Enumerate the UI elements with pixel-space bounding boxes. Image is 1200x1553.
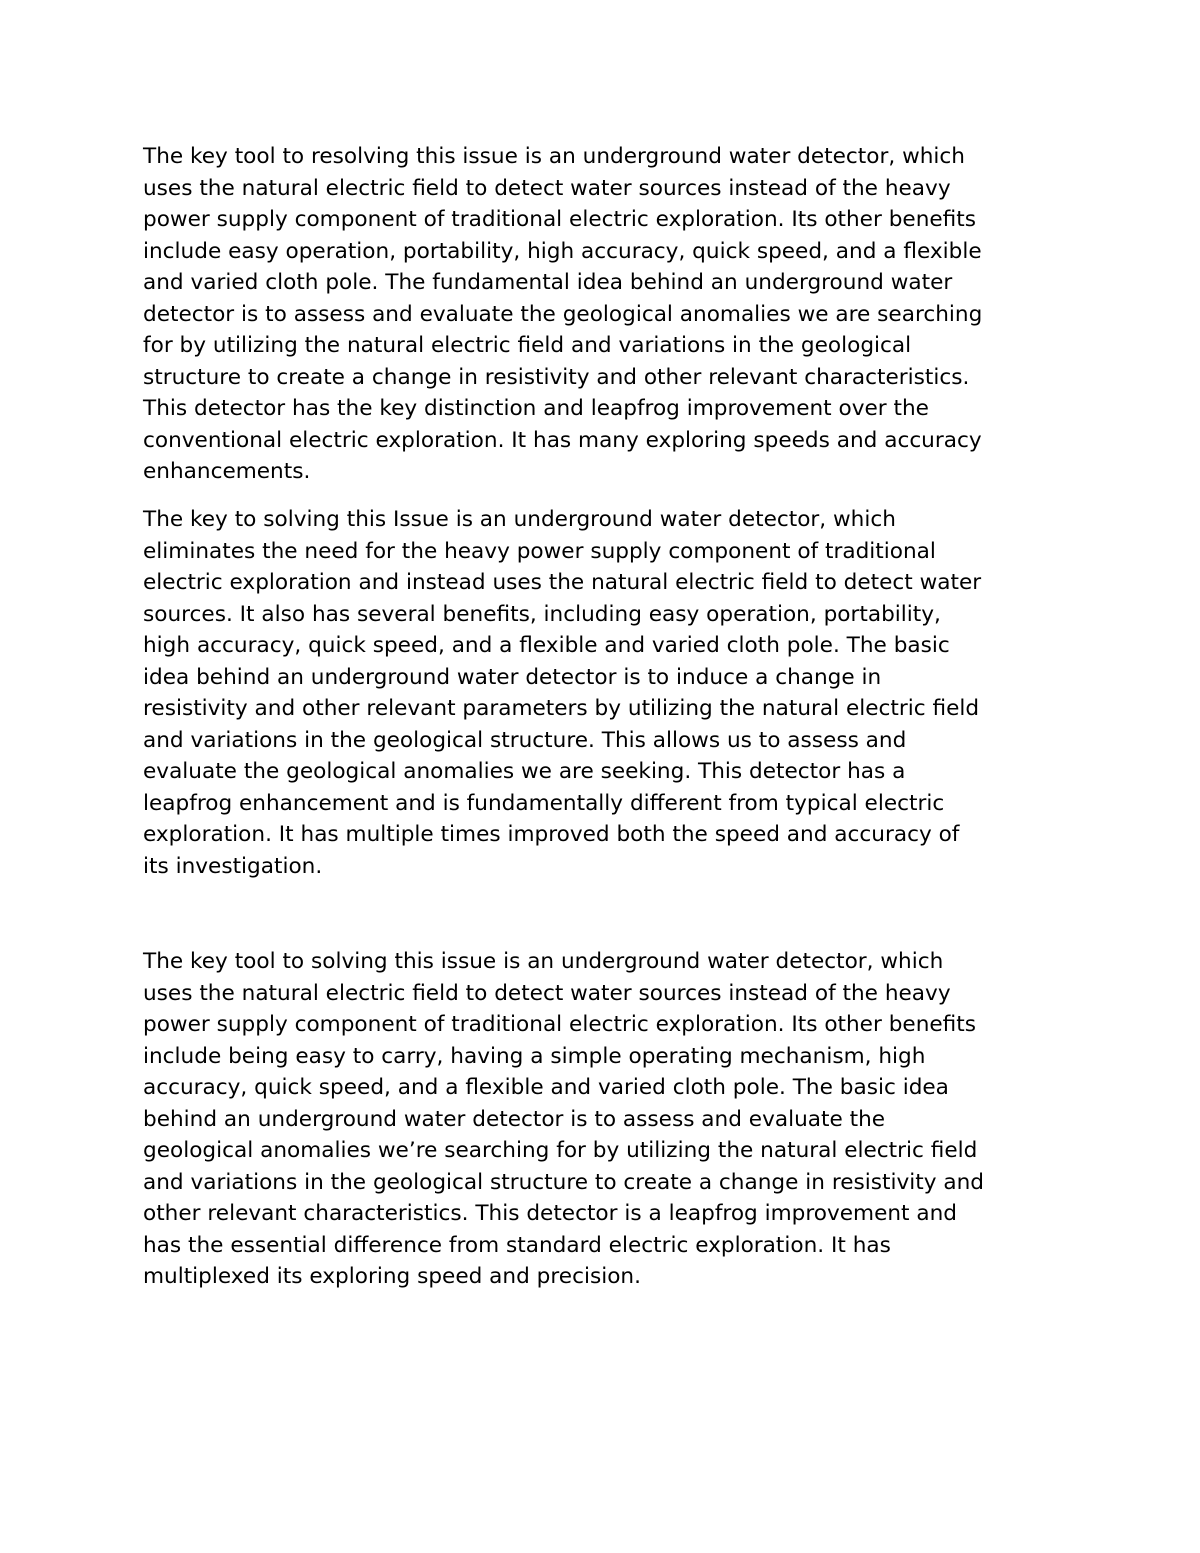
text-line: electric exploration and instead uses the natural electric field to detect water [143,570,982,595]
text-line: resistivity and other relevant parameters by utilizing the natural electric field [143,696,980,721]
text-line: for by utilizing the natural electric field and variations in the geological [143,333,912,358]
paragraph-2 [143,504,1078,882]
text-line: and varied cloth pole. The fundamental idea behind an underground water [143,270,953,295]
text-line: and variations in the geological structure. This allows us to assess and [143,727,907,753]
text-line: evaluate the geological anomalies we are seeking. This detector has a [143,759,906,784]
text-line: exploration. It has multiple times improved both the speed and accuracy of [143,822,960,847]
text-line: power supply component of traditional electric exploration. Its other benefits [143,207,976,232]
text-line: multiplexed its exploring speed and precision. [143,1264,641,1289]
text-line: The key tool to solving this issue is an underground water detector, which [143,949,944,974]
paragraph-1 [143,141,1078,488]
text-line: sources. It also has several benefits, including easy operation, portability, [143,601,941,627]
text-line: behind an underground water detector is to assess and evaluate the [143,1106,886,1132]
text-line: include being easy to carry, having a simple operating mechanism, high [143,1043,926,1069]
text-line: has the essential difference from standard electric exploration. It has [143,1232,891,1258]
text-line: power supply component of traditional electric exploration. Its other benefits [143,1012,976,1037]
text-line: other relevant characteristics. This detector is a leapfrog improvement and [143,1201,957,1226]
text-line: This detector has the key distinction and leapfrog improvement over the [143,396,929,421]
text-line: uses the natural electric field to detect water sources instead of the heavy [143,980,951,1006]
text-line: enhancements. [143,459,311,484]
text-line: uses the natural electric field to detect water sources instead of the heavy [143,175,951,201]
text-line: The key to solving this Issue is an underground water detector, which [143,507,896,532]
text-line: eliminates the need for the heavy power supply component of traditional [143,538,936,564]
text-line: include easy operation, portability, high accuracy, quick speed, and a flexible [143,238,982,264]
text-line: and variations in the geological structure to create a change in resistivity and [143,1169,984,1195]
text-line: accuracy, quick speed, and a flexible and varied cloth pole. The basic idea [143,1075,949,1100]
text-line: geological anomalies we’re searching for by utilizing the natural electric field [143,1138,978,1163]
text-line: its investigation. [143,853,323,879]
text-line: conventional electric exploration. It has many exploring speeds and accuracy [143,427,982,453]
text-line: leapfrog enhancement and is fundamentally different from typical electric [143,790,945,816]
text-line: The key tool to resolving this issue is an underground water detector, which [143,144,965,169]
text-line: high accuracy, quick speed, and a flexible and varied cloth pole. The basic [143,633,950,658]
paragraph-3 [143,946,1078,1293]
text-line: detector is to assess and evaluate the geological anomalies we are searching [143,301,983,327]
text-line: structure to create a change in resistivity and other relevant characteristics. [143,364,970,390]
text-line: idea behind an underground water detector is to induce a change in [143,664,882,690]
